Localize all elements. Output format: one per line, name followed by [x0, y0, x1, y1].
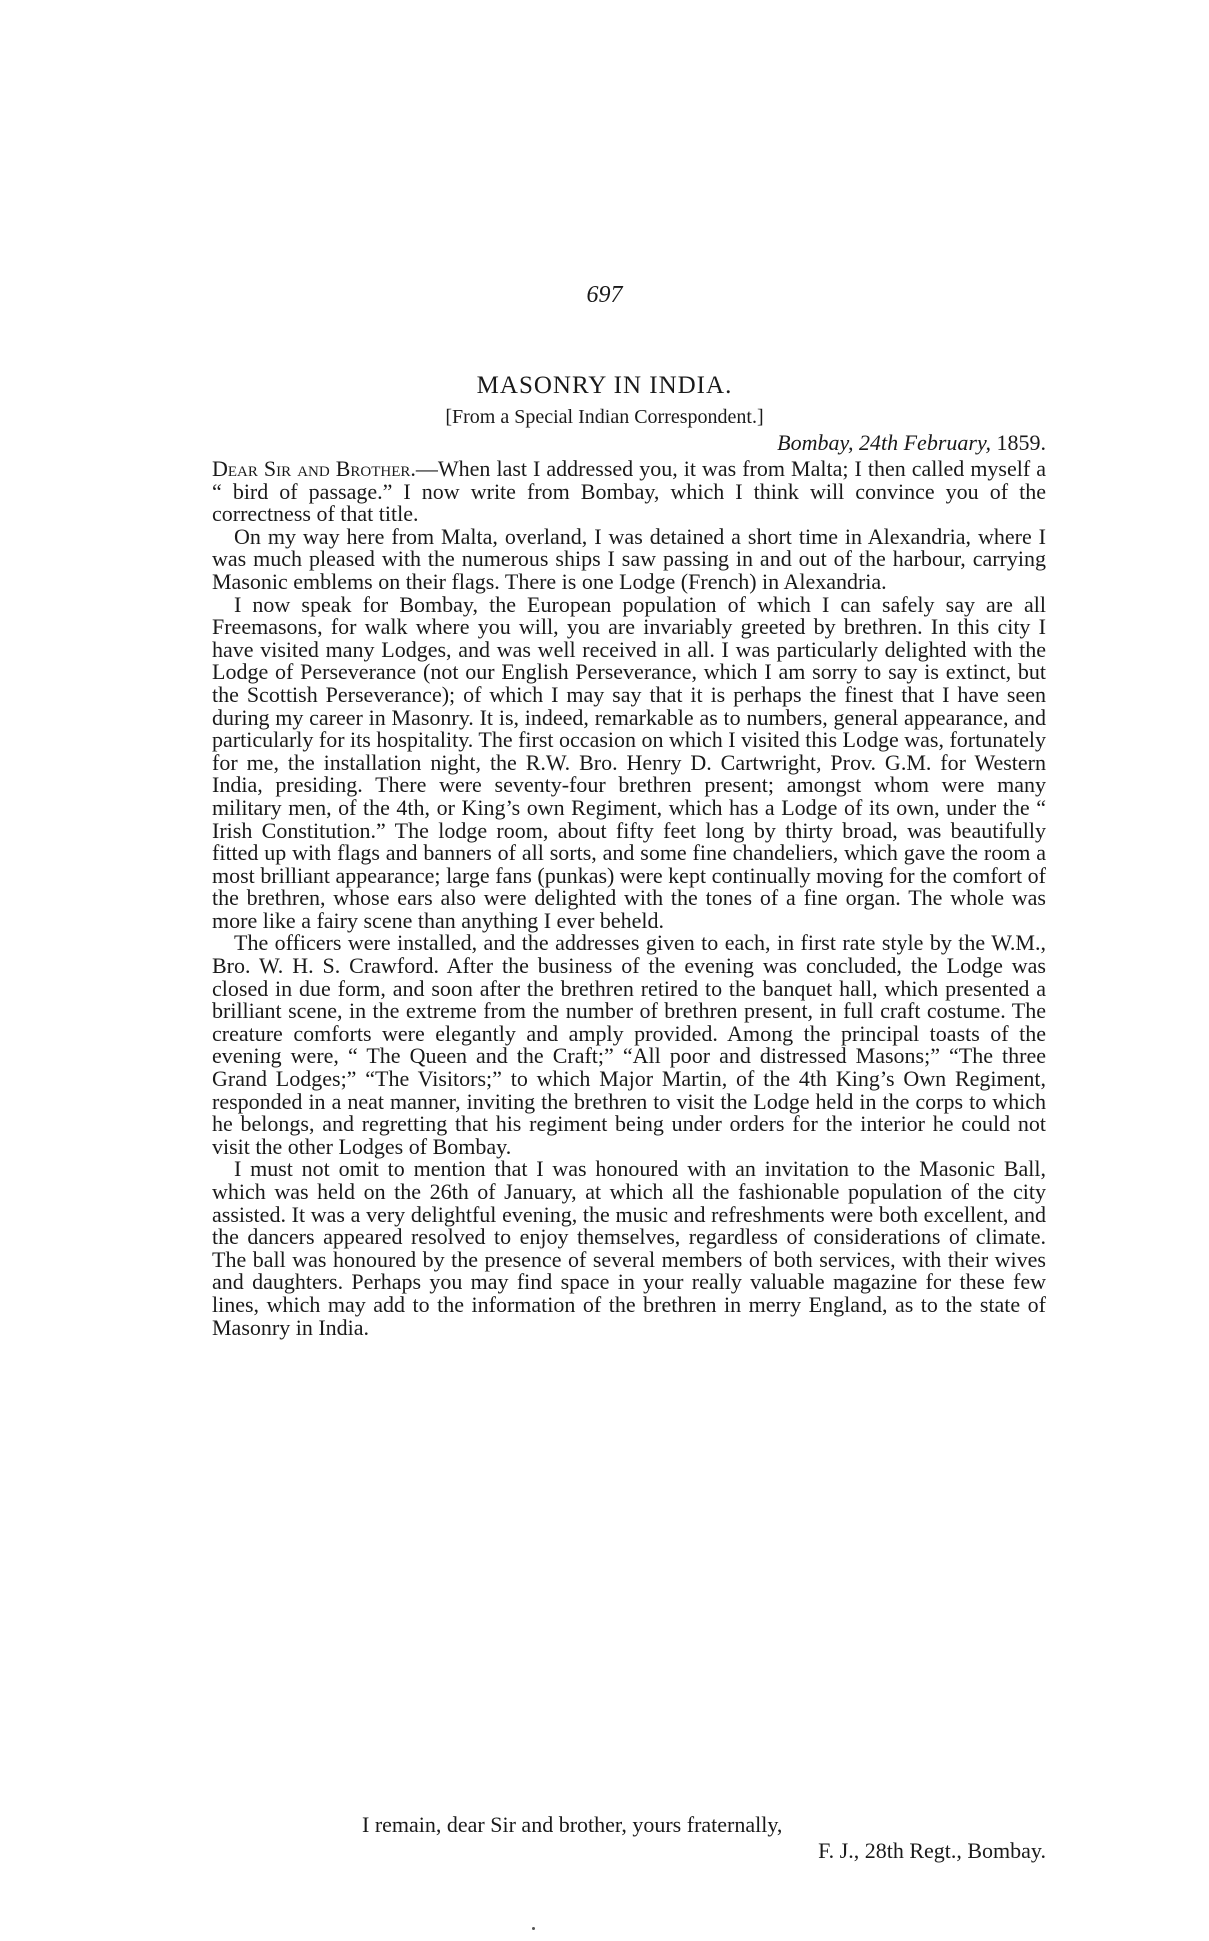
- page-number: 697: [586, 282, 623, 308]
- article-body: [212, 458, 1046, 1339]
- closing-line: I remain, dear Sir and brother, yours fraternally,: [362, 1812, 783, 1837]
- paragraph-5: I must not omit to mention that I was honoured with an invitation to the Masonic Ball, which was held on the 26th of January, at which all the fashionable population of the city assisted. It was a very delightful evening, the music and refreshments were both excellent, and the dancers appeared resolved to enjoy themselves, regardless of considerations of climate. The ball was honoured by the presence of several members of both services, with their wives and daughters. Perhaps you may find space in your really valuable magazine for these few lines, which may add to the information of the brethren in merry England, as to the state of Masonry in India.: [212, 1156, 1046, 1340]
- paragraph-3: I now speak for Bombay, the European population of which I can safely say are all Freemasons, for walk where you will, you are invariably greeted by brethren. In this city I have visited many Lodges, and was well received in all. I was particularly delighted with the Lodge of Perseverance (not our English Perseverance, which I am sorry to say is extinct, but the Scottish Perseverance); of which I may say that it is perhaps the finest that I have seen during my career in Masonry. It is, indeed, remarkable as to numbers, general appearance, and particularly for its hospitality. The first occasion on which I visited this Lodge was, fortunately for me, the installation night, the R.W. Bro. Henry D. Cartwright, Prov. G.M. for Western India, presiding. There were seventy-four brethren present; amongst whom were many military men, of the 4th, or King’s own Regiment, which has a Lodge of its own, under the “ Irish Constitution.” The lodge room, about fifty feet long by thirty broad, was beautifully fitted up with flags and banners of all sorts, and some fine chandeliers, which gave the room a most brilliant appearance; large fans (punkas) were kept continually moving for the comfort of the brethren, whose ears also were delighted with the tones of a fine organ. The whole was more like a fairy scene than anything I ever beheld.: [212, 591, 1046, 933]
- dateline-year: 1859.: [991, 430, 1046, 455]
- paragraph-2: On my way here from Malta, overland, I was detained a short time in Alexandria, where I was much pleased with the numerous ships I saw passing in and out of the harbour, carrying Masonic emblems on their flags. There is one Lodge (French) in Alexandria.: [212, 523, 1046, 594]
- signature: F. J., 28th Regt., Bombay.: [818, 1838, 1046, 1863]
- print-speck: [532, 1927, 535, 1930]
- salutation: Dear Sir and Brother.: [212, 456, 416, 481]
- article-title: MASONRY IN INDIA.: [476, 372, 733, 399]
- dateline-place-date: Bombay, 24th February,: [777, 430, 991, 455]
- article-subtitle: [From a Special Indian Correspondent.]: [445, 406, 764, 428]
- paragraph-4: The officers were installed, and the addresses given to each, in first rate style by the W.M., Bro. W. H. S. Crawford. After the business of the evening was concluded, the Lodge was closed in due form, and soon after the brethren retired to the banquet hall, which presented a brilliant scene, in the extreme from the number of brethren present, in full craft costume. The creature comforts were elegantly and amply provided. Among the principal toasts of the evening were, “ The Queen and the Craft;” “All poor and distressed Masons;” “The three Grand Lodges;” “The Visitors;” to which Major Martin, of the 4th King’s Own Regiment, responded in a neat manner, inviting the brethren to visit the Lodge held in the corps to which he belongs, and regretting that his regiment being under orders for the interior he could not visit the other Lodges of Bombay.: [212, 930, 1046, 1159]
- paragraph-1-text: —When last I addressed you, it was from Malta; I then called myself a “ bird of passage.” I now write from Bombay, which I think will convince you of the correctness of that title.: [212, 456, 1046, 527]
- dateline: [600, 430, 1046, 456]
- paragraph-1: [212, 458, 1046, 526]
